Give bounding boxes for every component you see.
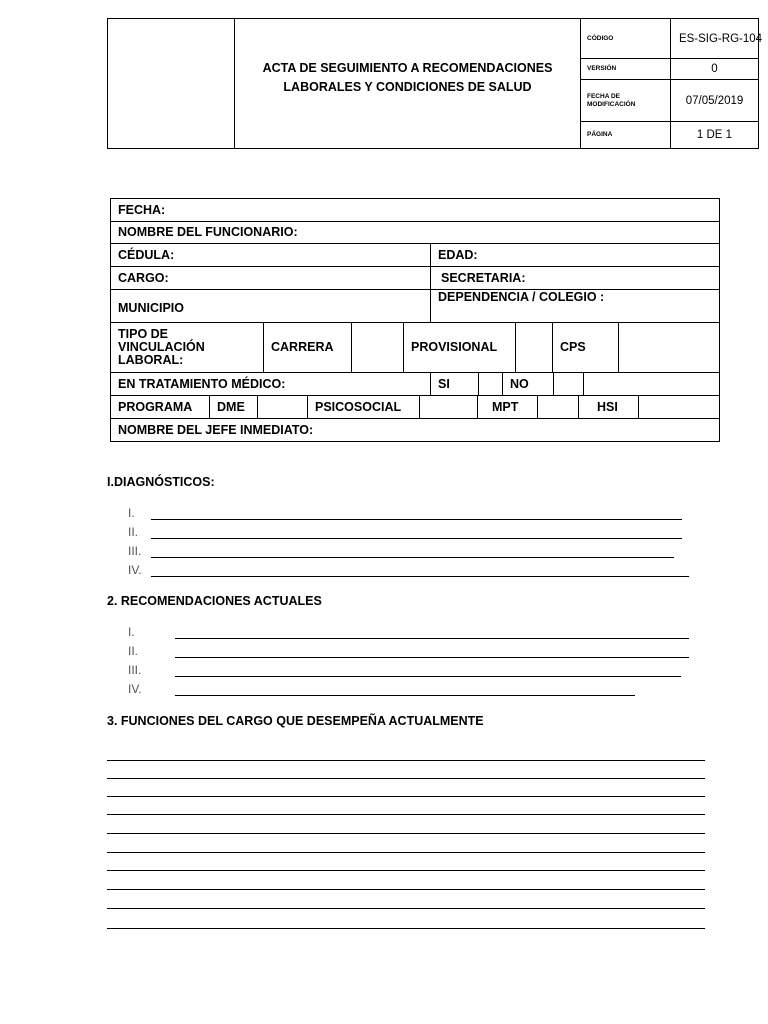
tratamiento-extra-cell[interactable] [584, 373, 719, 395]
version-row [581, 59, 758, 80]
pagina-row [581, 122, 758, 148]
recomendacion-numeral: I. [128, 625, 135, 639]
recomendaciones-title: 2. RECOMENDACIONES ACTUALES [107, 594, 322, 608]
funciones-line[interactable] [107, 870, 705, 871]
title-line-2: LABORALES Y CONDICIONES DE SALUD [283, 80, 532, 94]
row-municipio [111, 290, 719, 323]
hsi-box[interactable] [639, 396, 719, 418]
version-label: VERSIÓN [581, 59, 671, 79]
codigo-label: CÓDIGO [581, 19, 671, 58]
diagnostico-numeral: I. [128, 506, 135, 520]
programa-label: PROGRAMA [111, 396, 210, 418]
funciones-line[interactable] [107, 796, 705, 797]
diagnosticos-title: I.DIAGNÓSTICOS: [107, 475, 215, 489]
fecha-modificacion-value: 07/05/2019 [685, 94, 744, 107]
recomendacion-item-2 [128, 644, 154, 658]
row-vinculacion [111, 323, 719, 373]
recomendacion-line-2[interactable] [175, 657, 689, 658]
tratamiento-label: EN TRATAMIENTO MÉDICO: [111, 373, 431, 395]
carrera-box[interactable] [352, 323, 404, 372]
carrera-label: CARRERA [264, 323, 352, 372]
funciones-title: 3. FUNCIONES DEL CARGO QUE DESEMPEÑA ACTUALMENTE [107, 714, 484, 728]
edad-field[interactable]: EDAD: [438, 247, 478, 262]
logo-cell [108, 19, 235, 148]
fecha-field[interactable]: FECHA: [118, 202, 166, 217]
recomendacion-line-1[interactable] [175, 638, 689, 639]
nombre-funcionario-field[interactable]: NOMBRE DEL FUNCIONARIO: [118, 225, 298, 239]
row-nombre [111, 222, 719, 244]
version-value: 0 [711, 63, 718, 75]
dme-box[interactable] [258, 396, 308, 418]
row-cedula-edad [111, 244, 719, 267]
pagina-label: PÁGINA [581, 122, 671, 148]
row-tratamiento [111, 373, 719, 396]
si-box[interactable] [479, 373, 503, 395]
recomendacion-item-3 [128, 663, 154, 677]
recomendacion-item-1 [128, 625, 154, 639]
funciones-line[interactable] [107, 908, 705, 909]
funciones-line[interactable] [107, 889, 705, 890]
tipo-vinculacion-label: TIPO DE VINCULACIÓN LABORAL: [111, 323, 264, 372]
cargo-field[interactable]: CARGO: [111, 267, 431, 289]
secretaria-field[interactable]: SECRETARIA: [441, 270, 526, 285]
document-title [235, 19, 581, 148]
mpt-box[interactable] [538, 396, 579, 418]
row-cargo-secretaria [111, 267, 719, 290]
si-label: SI [431, 373, 479, 395]
title-line-1: ACTA DE SEGUIMIENTO A RECOMENDACIONES [262, 61, 553, 75]
mpt-label: MPT [478, 396, 538, 418]
row-fecha [111, 199, 719, 222]
diagnostico-line-1[interactable] [151, 519, 682, 520]
recomendacion-numeral: II. [128, 644, 139, 658]
no-box[interactable] [554, 373, 584, 395]
codigo-value: ES-SIG-RG-104 [678, 32, 763, 45]
recomendacion-item-4 [128, 682, 154, 696]
dme-label: DME [210, 396, 258, 418]
recomendacion-line-4[interactable] [175, 695, 635, 696]
employee-form-table [110, 198, 720, 442]
jefe-inmediato-field[interactable]: NOMBRE DEL JEFE INMEDIATO: [118, 422, 314, 437]
cps-box[interactable] [619, 323, 719, 372]
dependencia-field[interactable]: DEPENDENCIA / COLEGIO : [438, 290, 605, 304]
recomendacion-line-3[interactable] [175, 676, 681, 677]
funciones-line[interactable] [107, 852, 705, 853]
diagnostico-numeral: II. [128, 525, 139, 539]
document-header [107, 18, 763, 149]
recomendacion-numeral: III. [128, 663, 142, 677]
psicosocial-label: PSICOSOCIAL [308, 396, 420, 418]
diagnostico-line-4[interactable] [151, 576, 689, 577]
cps-label: CPS [553, 323, 619, 372]
cedula-field[interactable]: CÉDULA: [111, 244, 431, 266]
provisional-label: PROVISIONAL [404, 323, 516, 372]
funciones-line[interactable] [107, 760, 705, 761]
psicosocial-box[interactable] [420, 396, 478, 418]
funciones-line[interactable] [107, 833, 705, 834]
diagnostico-line-2[interactable] [151, 538, 682, 539]
row-jefe [111, 419, 719, 441]
funciones-line[interactable] [107, 814, 705, 815]
funciones-line[interactable] [107, 928, 705, 929]
hsi-label: HSI [579, 396, 639, 418]
recomendacion-numeral: IV. [128, 682, 142, 696]
pagina-value: 1 DE 1 [696, 129, 733, 141]
fecha-modificacion-label: FECHA DE MODIFICACIÓN [581, 80, 671, 121]
no-label: NO [503, 373, 554, 395]
codigo-row [581, 19, 763, 59]
diagnostico-numeral: III. [128, 544, 142, 558]
diagnostico-numeral: IV. [128, 563, 142, 577]
diagnostico-item-2 [128, 525, 154, 539]
diagnostico-item-3 [128, 544, 154, 558]
fecha-modificacion-row [581, 80, 758, 122]
diagnostico-item-1 [128, 506, 154, 520]
diagnostico-line-3[interactable] [151, 557, 674, 558]
provisional-box[interactable] [516, 323, 553, 372]
diagnostico-item-4 [128, 563, 154, 577]
row-programa [111, 396, 719, 419]
municipio-field[interactable]: MUNICIPIO [111, 290, 431, 322]
funciones-line[interactable] [107, 778, 705, 779]
